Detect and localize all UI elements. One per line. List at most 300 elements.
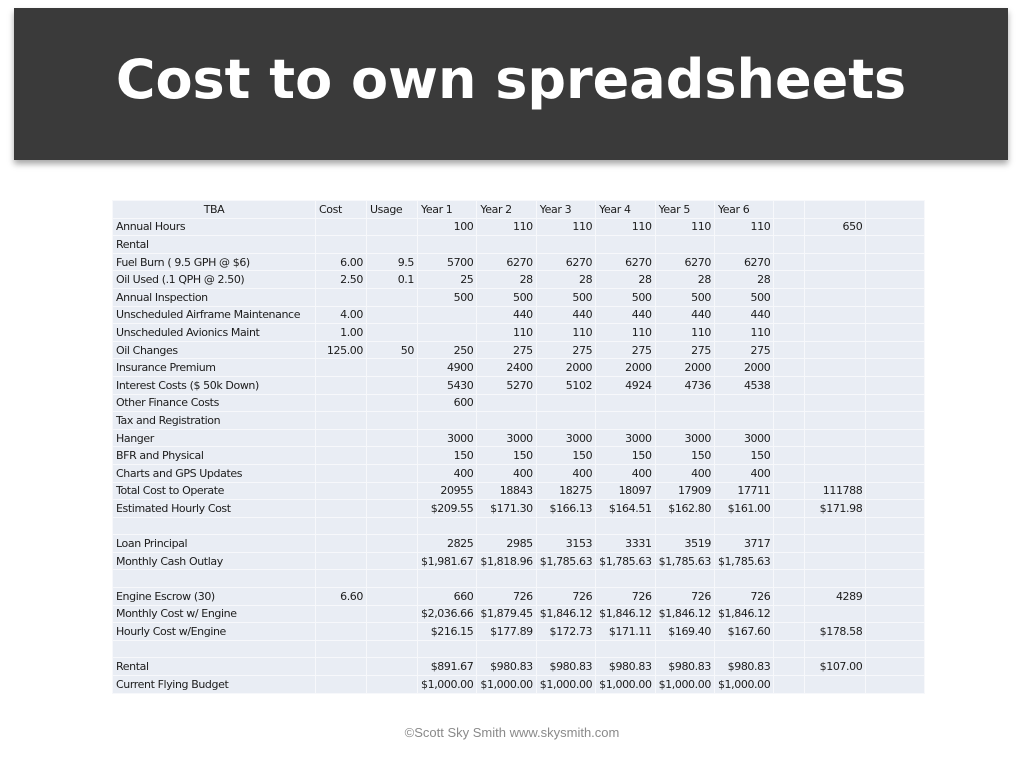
table-cell [866,605,925,623]
slide-title: Cost to own spreadsheets [115,48,907,111]
table-cell [316,447,367,465]
table-cell [367,464,418,482]
table-cell [316,359,367,377]
table-cell [316,376,367,394]
table-cell: 726 [536,588,595,606]
table-cell: 2400 [477,359,536,377]
table-cell [367,535,418,553]
table-cell [774,271,805,289]
table-cell [774,535,805,553]
table-cell: $980.83 [477,658,536,676]
table-cell: 3000 [477,429,536,447]
table-cell: 28 [477,271,536,289]
table-cell: $980.83 [655,658,714,676]
table-cell [805,605,866,623]
table-cell: 25 [418,271,477,289]
table-cell: 6270 [596,253,655,271]
table-cell [316,570,367,588]
table-cell: 110 [714,218,773,236]
table-cell [655,517,714,535]
table-cell [714,394,773,412]
table-cell [866,236,925,254]
table-cell: 275 [714,341,773,359]
table-cell [477,640,536,658]
table-cell: 400 [714,464,773,482]
row-label: Rental [113,236,316,254]
table-cell: $178.58 [805,623,866,641]
table-cell [418,412,477,430]
table-cell: 110 [536,218,595,236]
table-cell [774,623,805,641]
table-cell [596,412,655,430]
table-cell: Year 6 [714,201,773,219]
table-cell: 3000 [655,429,714,447]
table-cell: $1,981.67 [418,552,477,570]
table-cell: Year 5 [655,201,714,219]
table-cell [655,570,714,588]
table-cell [805,288,866,306]
table-row [113,623,925,641]
table-cell: $1,846.12 [655,605,714,623]
table-cell: $1,846.12 [714,605,773,623]
table-cell [316,552,367,570]
table-cell: 600 [418,394,477,412]
table-cell [367,588,418,606]
table-cell: 4538 [714,376,773,394]
table-cell [805,412,866,430]
table-cell [367,412,418,430]
table-cell: $980.83 [596,658,655,676]
row-label: Total Cost to Operate [113,482,316,500]
table-cell [418,324,477,342]
table-row [113,588,925,606]
table-cell [866,341,925,359]
table-cell: 100 [418,218,477,236]
table-cell: 150 [714,447,773,465]
row-label: Tax and Registration [113,412,316,430]
table-cell: 5430 [418,376,477,394]
table-cell: 150 [418,447,477,465]
row-label: Rental [113,658,316,676]
table-cell [774,376,805,394]
table-cell [367,324,418,342]
table-cell [774,201,805,219]
table-cell: 2000 [655,359,714,377]
table-row [113,464,925,482]
table-row [113,218,925,236]
table-cell [316,605,367,623]
table-cell: $161.00 [714,500,773,518]
table-cell: 18275 [536,482,595,500]
table-row [113,288,925,306]
table-cell: 726 [477,588,536,606]
table-cell: $164.51 [596,500,655,518]
row-label: Monthly Cost w/ Engine [113,605,316,623]
table-cell [774,570,805,588]
table-cell [805,552,866,570]
table-cell: 150 [596,447,655,465]
table-cell: 110 [477,324,536,342]
table-cell [655,412,714,430]
table-cell: 3000 [714,429,773,447]
row-label: Annual Inspection [113,288,316,306]
table-cell [866,429,925,447]
table-cell [866,271,925,289]
table-cell: 20955 [418,482,477,500]
table-cell [805,341,866,359]
table-cell [714,570,773,588]
table-cell [316,236,367,254]
table-cell: $980.83 [714,658,773,676]
row-label: Insurance Premium [113,359,316,377]
table-cell: 28 [596,271,655,289]
table-cell: $171.98 [805,500,866,518]
table-cell: 110 [655,324,714,342]
table-cell: $1,000.00 [418,676,477,694]
table-row [113,447,925,465]
table-row [113,306,925,324]
table-cell: $2,036.66 [418,605,477,623]
table-cell: 110 [596,218,655,236]
table-cell: 275 [536,341,595,359]
table-cell [866,676,925,694]
table-cell: $1,000.00 [655,676,714,694]
table-cell [866,253,925,271]
table-cell: 500 [714,288,773,306]
table-cell: 500 [477,288,536,306]
table-cell: Year 2 [477,201,536,219]
table-cell: 275 [477,341,536,359]
row-label: Estimated Hourly Cost [113,500,316,518]
table-cell [316,676,367,694]
table-header-row [113,201,925,219]
table-cell [367,605,418,623]
table-cell [367,517,418,535]
table-cell [805,464,866,482]
table-cell [866,570,925,588]
table-cell: 2000 [714,359,773,377]
table-row [113,640,925,658]
table-cell [774,482,805,500]
table-cell [805,447,866,465]
table-row [113,570,925,588]
table-cell [805,306,866,324]
title-banner [14,8,1008,160]
table-cell [418,640,477,658]
table-cell: 275 [655,341,714,359]
table-cell [805,535,866,553]
row-label: Oil Used (.1 QPH @ 2.50) [113,271,316,289]
table-row [113,376,925,394]
table-cell: 50 [367,341,418,359]
table-cell [316,412,367,430]
table-cell [866,324,925,342]
table-cell: 2000 [536,359,595,377]
table-cell [536,412,595,430]
row-label [113,640,316,658]
table-cell: $980.83 [536,658,595,676]
table-cell [805,517,866,535]
table-cell [774,218,805,236]
table-cell [655,640,714,658]
table-cell: $166.13 [536,500,595,518]
row-label: Hanger [113,429,316,447]
table-cell: 18097 [596,482,655,500]
table-cell: Cost [316,201,367,219]
table-cell: $1,846.12 [536,605,595,623]
table-cell: 440 [655,306,714,324]
table-cell: 125.00 [316,341,367,359]
table-cell: 110 [714,324,773,342]
table-row [113,500,925,518]
table-cell [714,640,773,658]
table-cell [367,482,418,500]
table-cell [367,429,418,447]
table-cell: $1,000.00 [714,676,773,694]
table-cell [367,570,418,588]
table-cell: 440 [536,306,595,324]
table-cell: 275 [596,341,655,359]
table-cell [774,359,805,377]
table-cell: 400 [418,464,477,482]
table-cell: $891.67 [418,658,477,676]
row-label: BFR and Physical [113,447,316,465]
table-cell [774,394,805,412]
table-cell [774,605,805,623]
table-cell [477,236,536,254]
table-cell [866,500,925,518]
row-label: Current Flying Budget [113,676,316,694]
table-cell: Year 4 [596,201,655,219]
table-cell [536,570,595,588]
table-cell: 400 [536,464,595,482]
table-cell: $1,785.63 [714,552,773,570]
table-cell [774,658,805,676]
table-row [113,535,925,553]
table-cell: 3000 [418,429,477,447]
table-cell [805,359,866,377]
table-cell: 4924 [596,376,655,394]
table-cell: 2.50 [316,271,367,289]
table-cell [418,570,477,588]
table-cell: 6270 [477,253,536,271]
table-cell: $172.73 [536,623,595,641]
row-label: Loan Principal [113,535,316,553]
table-cell [316,464,367,482]
table-cell [367,288,418,306]
table-cell: 4.00 [316,306,367,324]
table-cell [316,482,367,500]
table-cell: 3153 [536,535,595,553]
table-cell: 28 [714,271,773,289]
table-cell [774,552,805,570]
row-label: Annual Hours [113,218,316,236]
table-cell: 500 [596,288,655,306]
row-label: Oil Changes [113,341,316,359]
table-cell [596,517,655,535]
table-cell [714,236,773,254]
table-cell: 400 [477,464,536,482]
table-cell [418,236,477,254]
row-label: Engine Escrow (30) [113,588,316,606]
table-cell: 3331 [596,535,655,553]
table-cell [774,500,805,518]
table-cell [805,236,866,254]
table-cell: $209.55 [418,500,477,518]
table-row [113,236,925,254]
table-cell: $167.60 [714,623,773,641]
table-cell [774,341,805,359]
table-cell [805,253,866,271]
table-cell [714,517,773,535]
table-cell: 2825 [418,535,477,553]
table-cell [774,640,805,658]
table-cell [805,271,866,289]
table-cell [596,570,655,588]
table-cell [316,623,367,641]
table-cell [367,552,418,570]
table-cell: $171.30 [477,500,536,518]
table-cell [316,535,367,553]
table-cell: 110 [655,218,714,236]
table-cell: 110 [477,218,536,236]
table-row [113,429,925,447]
table-cell: 726 [714,588,773,606]
table-cell: 6.00 [316,253,367,271]
table-cell [477,394,536,412]
row-label: Unscheduled Airframe Maintenance [113,306,316,324]
table-cell: $177.89 [477,623,536,641]
row-label [113,570,316,588]
table-cell: Year 1 [418,201,477,219]
table-cell [367,306,418,324]
table-cell [866,394,925,412]
table-cell: $1,785.63 [655,552,714,570]
table-cell: 28 [655,271,714,289]
table-cell [866,218,925,236]
row-label: Charts and GPS Updates [113,464,316,482]
table-cell: 440 [714,306,773,324]
table-cell [866,640,925,658]
row-label: TBA [113,201,316,219]
table-cell [536,394,595,412]
table-cell [805,376,866,394]
table-cell [536,236,595,254]
table-cell [866,464,925,482]
table-cell [367,500,418,518]
table-cell [367,658,418,676]
table-cell [805,429,866,447]
table-row [113,359,925,377]
table-cell: $1,785.63 [536,552,595,570]
table-cell [774,288,805,306]
table-cell: $216.15 [418,623,477,641]
table-cell [536,640,595,658]
table-cell: 18843 [477,482,536,500]
table-cell [866,588,925,606]
table-cell: $169.40 [655,623,714,641]
table-cell [866,359,925,377]
table-cell: 3519 [655,535,714,553]
table-cell: $162.80 [655,500,714,518]
table-cell: 726 [596,588,655,606]
table-cell [316,640,367,658]
table-cell: 17909 [655,482,714,500]
table-cell: $1,818.96 [477,552,536,570]
table-cell: 3000 [596,429,655,447]
table-cell [774,588,805,606]
table-row [113,517,925,535]
table-cell: $107.00 [805,658,866,676]
table-cell: 500 [655,288,714,306]
table-cell: $1,000.00 [477,676,536,694]
table-cell [774,676,805,694]
table-cell: 4289 [805,588,866,606]
table-cell: 3000 [536,429,595,447]
table-cell [774,429,805,447]
table-cell [866,201,925,219]
table-row [113,482,925,500]
table-cell: 650 [805,218,866,236]
row-label: Monthly Cash Outlay [113,552,316,570]
row-label: Other Finance Costs [113,394,316,412]
table-cell [866,517,925,535]
table-cell [866,658,925,676]
table-cell [655,394,714,412]
table-cell [596,640,655,658]
table-cell: Usage [367,201,418,219]
table-cell: 0.1 [367,271,418,289]
table-cell: 6270 [714,253,773,271]
table-cell [367,640,418,658]
table-row [113,341,925,359]
table-cell: $1,000.00 [536,676,595,694]
table-cell: 4736 [655,376,714,394]
table-row [113,658,925,676]
table-cell [596,236,655,254]
table-cell [316,500,367,518]
table-cell: $1,879.45 [477,605,536,623]
table-cell [774,517,805,535]
table-cell [418,517,477,535]
table-cell: 5700 [418,253,477,271]
table-cell [477,570,536,588]
table-cell: $1,000.00 [596,676,655,694]
table-cell: 9.5 [367,253,418,271]
table-cell [367,676,418,694]
table-cell [774,447,805,465]
table-cell [596,394,655,412]
table-cell: 660 [418,588,477,606]
cost-spreadsheet [112,200,925,694]
table-cell: 400 [596,464,655,482]
table-cell: 250 [418,341,477,359]
table-cell [714,412,773,430]
table-cell [866,447,925,465]
table-cell: 110 [536,324,595,342]
table-cell [316,394,367,412]
table-cell [367,376,418,394]
table-row [113,412,925,430]
table-cell [367,447,418,465]
table-cell: 3717 [714,535,773,553]
table-cell: 500 [536,288,595,306]
table-cell [477,517,536,535]
table-cell: 6270 [536,253,595,271]
table-cell: 6270 [655,253,714,271]
table-cell [316,517,367,535]
table-cell: $171.11 [596,623,655,641]
